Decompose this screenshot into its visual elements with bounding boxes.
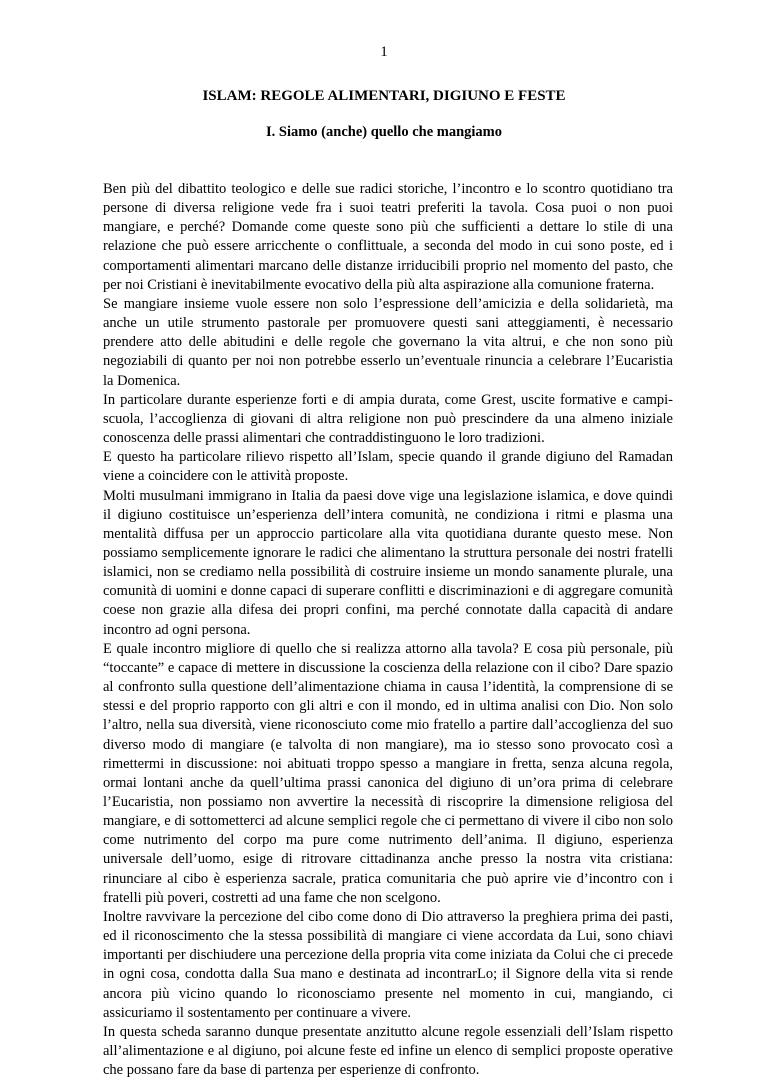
paragraph: E quale incontro migliore di quello che si realizza attorno alla tavola? E cosa più personale, più “toccante” e capace di mettere in discussione la coscienza della relazione con il cibo? Dare spazio al confronto sulla questione dell’alimentazione chiama in causa l’identità, la comprensione di se stessi e del proprio rapporto con gli altri e con il mondo, ed in ultima analisi con Dio. Non solo l’altro, nella sua diversità, viene riconosciuto come mio fratello a partire dall’accoglienza del suo diverso modo di mangiare (e talvolta di non mangiare), ma io stesso sono provocato così a rimettermi in discussione: noi abituati troppo spesso a mangiare in fretta, senza alcuna regola, ormai lontani anche da quell’ultima prassi canonica del digiuno di un’ora prima di celebrare l’Eucaristia, non possiamo non avvertire la necessità di riscoprire la dimensione religiosa del mangiare, e di sottometterci ad alcune semplici regole che ci permettano di vivere il cibo non solo come nutrimento del corpo ma pure come nutrimento dell’anima. Il digiuno, esperienza universale dell’uomo, esige di ritrovare cittadinanza anche presso la nostra vita cristiana: rinunciare al cibo è esperienza sacrale, pratica comunitaria che può aprire vie d’incontro con i fratelli più poveri, costretti ad una fame che non scelgono. (103, 640, 673, 906)
paragraph: In questa scheda saranno dunque presentate anzitutto alcune regole essenziali dell’Islam rispetto all’alimentazione e al digiuno, poi alcune feste ed infine un elenco di semplici proposte operative che possano fare da base di partenza per esperienze di confronto. (103, 1023, 673, 1079)
paragraph: Se mangiare insieme vuole essere non solo l’espressione dell’amicizia e della solidarietà, ma anche un utile strumento pastorale per promuovere questi sani atteggiamenti, è necessario prendere atto delle abitudini e delle regole che governano la vita altrui, e che non sono più negoziabili di quanto per noi non potrebbe esserlo un’eventuale rinuncia a celebrare l’Eucaristia la Domenica. (103, 295, 673, 389)
paragraph: In particolare durante esperienze forti e di ampia durata, come Grest, uscite formative e campi-scuola, l’accoglienza di giovani di altra religione non può prescindere da una almeno iniziale conoscenza delle prassi alimentari che contraddistinguono le loro tradizioni. (103, 391, 673, 447)
document-title: ISLAM: REGOLE ALIMENTARI, DIGIUNO E FESTE (202, 88, 566, 104)
section-heading: I. Siamo (anche) quello che mangiamo (265, 124, 503, 140)
paragraph: Molti musulmani immigrano in Italia da paesi dove vige una legislazione islamica, e dove quindi il digiuno costituisce un’esperienza dell’intera comunità, ne condiziona i ritmi e plasma una mentalità diffusa per un approccio particolare alla vita quotidiana durante questo mese. Non possiamo semplicemente ignorare le radici che alimentano la struttura personale dei nostri fratelli islamici, non se crediamo nella possibilità di costruire insieme un mondo sanamente plurale, una comunità di uomini e donne capaci di superare conflitti e discriminazioni e di aggregare comunità coese non grazie alla difesa dei propri confini, ma perché connotate dalla capacità di andare incontro ad ogni persona. (103, 487, 673, 638)
paragraph: E questo ha particolare rilievo rispetto all’Islam, specie quando il grande digiuno del Ramadan viene a coincidere con le attività proposte. (103, 449, 673, 485)
page-number: 1 (380, 44, 388, 60)
paragraph: Ben più del dibattito teologico e delle sue radici storiche, l’incontro e lo scontro quotidiano tra persone di diversa religione vede fra i suoi teatri preferiti la tavola. Cosa puoi o non puoi mangiare, e perché? Domande come queste sono più che sufficienti a dettare lo stile di una relazione che può essere arricchente o conflittuale, a seconda del modo in cui sono poste, ed i comportamenti alimentari marcano delle distanze irriducibili proprio nel momento del pasto, che per noi Cristiani è inevitabilmente evocativo della più alta aspirazione alla comunione fraterna. (103, 181, 673, 293)
document-body (103, 180, 673, 1080)
paragraph: Inoltre ravvivare la percezione del cibo come dono di Dio attraverso la preghiera prima dei pasti, ed il riconoscimento che la stessa possibilità di mangiare ci viene accordata da Lui, sono chiavi importanti per dischiudere una percezione della propria vita come iniziata da Colui che ci precede in ogni cosa, condotta dalla Sua mano e destinata ad incontrarLo; il Signore della vita si rende ancora più vicino quando lo riconosciamo presente nel momento in cui, mangiando, ci assicuriamo il sostentamento per continuare a vivere. (103, 908, 673, 1021)
